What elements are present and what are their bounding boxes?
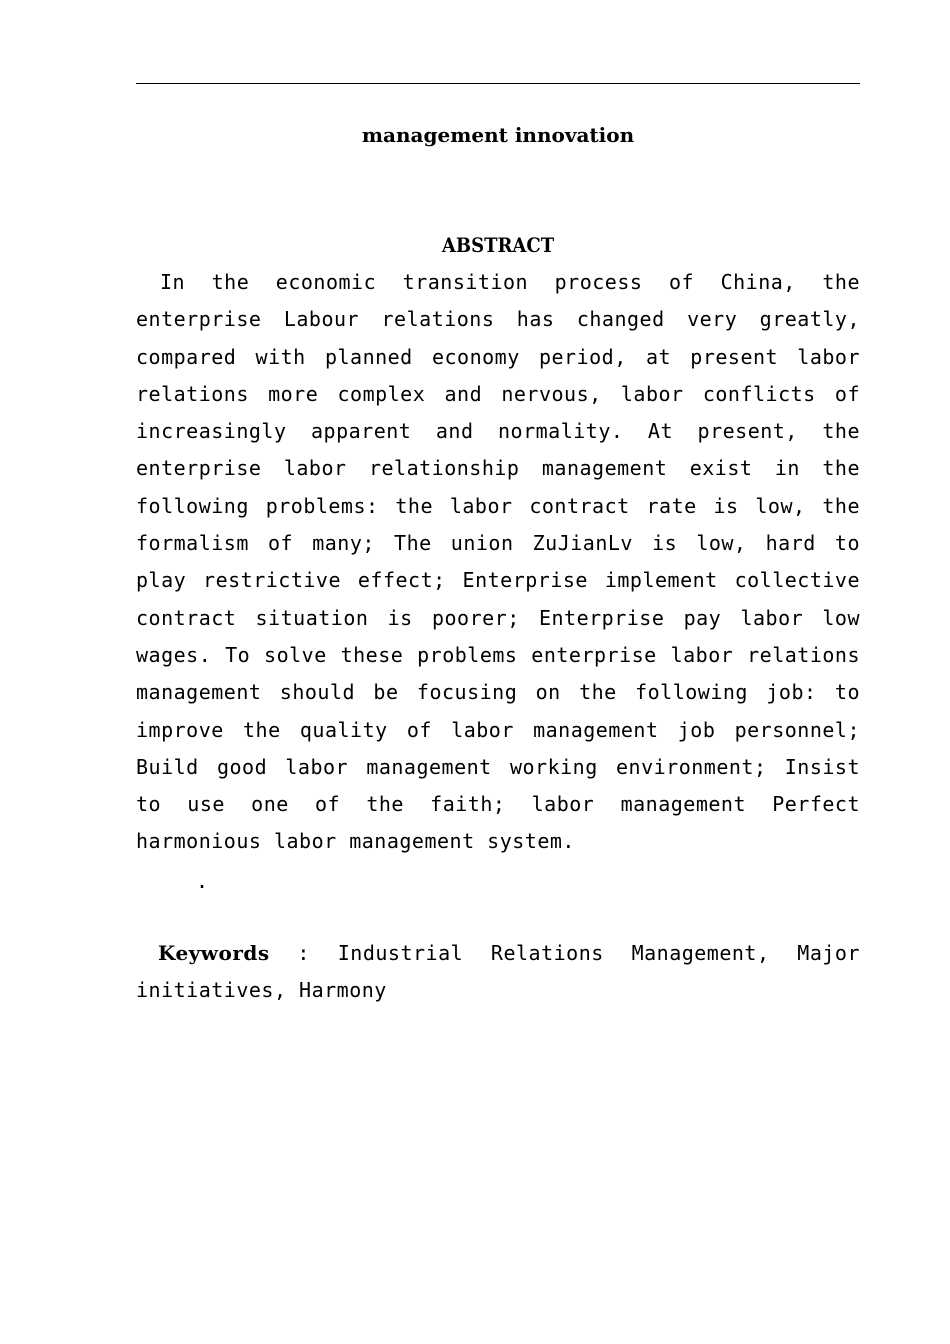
- keywords-text: Industrial Relations Management, Major initiatives, Harmony: [136, 941, 860, 1003]
- abstract-paragraph: In the economic transition process of China, the enterprise Labour relations has changed very greatly, compared with planned economy period, at present labor relations more complex and nervous, labor conflicts of increasingly apparent and normality. At present, the enterprise labor relationship management exist in the following problems: the labor contract rate is low, the formalism of many; The union ZuJianLv is low, hard to play restrictive effect; Enterprise implement collective contract situation is poorer; Enterprise pay labor low wages. To solve these problems enterprise labor relations management should be focusing on the following job: to improve the quality of labor management job personnel; Build good labor management working environment; Insist to use one of the faith; labor management Perfect harmonious labor management system.: [136, 270, 860, 854]
- keywords-separator: :: [269, 941, 338, 965]
- stray-dot: .: [196, 869, 209, 893]
- page-title: management innovation: [361, 123, 635, 147]
- header-rule: [136, 83, 860, 84]
- abstract-heading: ABSTRACT: [441, 233, 555, 257]
- keywords-label: Keywords: [158, 941, 270, 965]
- keywords-line: [136, 935, 860, 1010]
